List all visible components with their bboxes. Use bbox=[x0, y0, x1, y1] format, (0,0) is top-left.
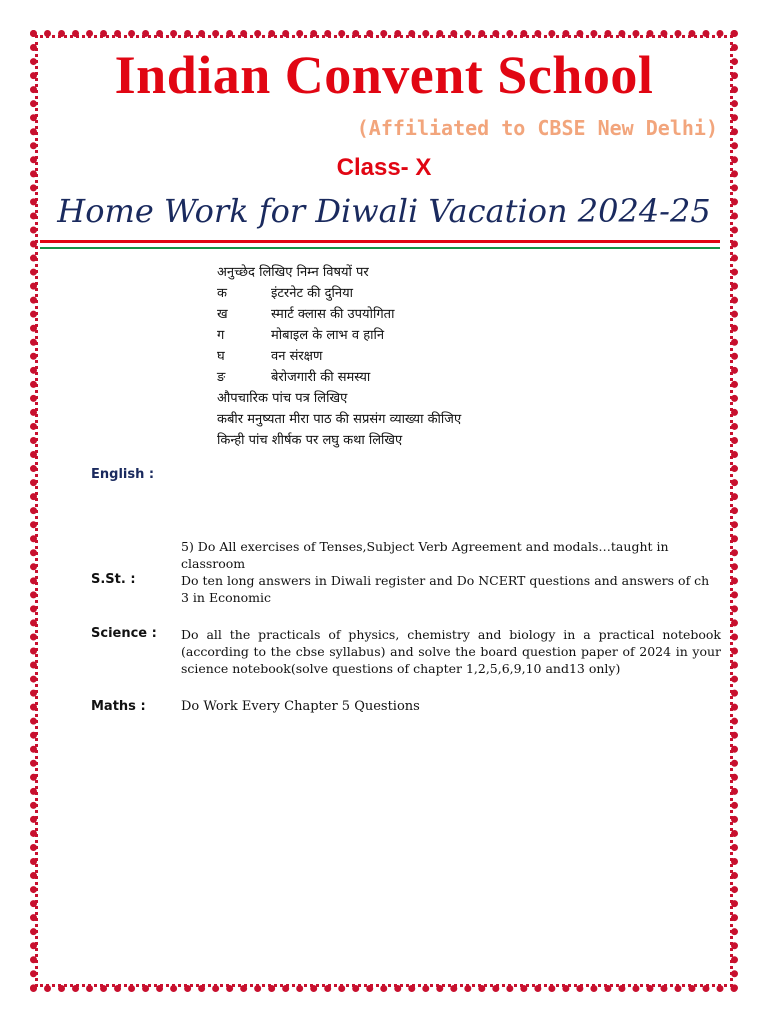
hindi-short-story: किन्ही पांच शीर्षक पर लघु कथा लिखिए bbox=[217, 433, 403, 448]
hindi-item bbox=[217, 367, 461, 388]
hindi-section bbox=[217, 262, 461, 451]
hindi-item-letter: क bbox=[217, 286, 227, 301]
sst-task: Do ten long answers in Diwali register and Do NCERT questions and answers of ch 3 in Economic bbox=[181, 573, 710, 605]
affiliation-text: (Affiliated to CBSE New Delhi) bbox=[356, 116, 718, 140]
hindi-item bbox=[217, 283, 461, 304]
science-task: Do all the practicals of physics, chemistry and biology in a practical notebook (according to the cbse syllabus) and solve the board question paper of 2024 in your science notebook(solve questions of chapter 1,2,5,6,9,10 and13 only) bbox=[181, 627, 721, 676]
hindi-intro: अनुच्छेद लिखिए निम्न विषयों पर bbox=[217, 265, 369, 280]
divider-green bbox=[40, 247, 720, 249]
hindi-item bbox=[217, 346, 461, 367]
english-task: 5) Do All exercises of Tenses,Subject Verb Agreement and modals…taught in classroom bbox=[181, 539, 669, 571]
hindi-item-text: बेरोजगारी की समस्या bbox=[271, 370, 371, 385]
hindi-poem-explanation: कबीर मनुष्यता मीरा पाठ की सप्रसंग व्याख्या कीजिए bbox=[217, 412, 462, 427]
english-label: English : bbox=[91, 467, 155, 482]
hindi-item-text: वन संरक्षण bbox=[271, 349, 323, 364]
hindi-item-text: स्मार्ट क्लास की उपयोगिता bbox=[271, 307, 395, 322]
maths-label: Maths : bbox=[91, 699, 146, 714]
hindi-letter-writing: औपचारिक पांच पत्र लिखिए bbox=[217, 391, 348, 406]
hindi-item-text: मोबाइल के लाभ व हानि bbox=[271, 328, 385, 343]
class-label: Class- X bbox=[336, 154, 432, 181]
hindi-item-letter: ङ bbox=[217, 370, 226, 385]
maths-task: Do Work Every Chapter 5 Questions bbox=[181, 699, 420, 714]
hindi-item-letter: ग bbox=[217, 328, 225, 343]
hindi-item-text: इंटरनेट की दुनिया bbox=[271, 286, 354, 301]
hindi-item bbox=[217, 304, 461, 325]
hindi-item-letter: घ bbox=[217, 349, 225, 364]
school-name: Indian Convent School bbox=[114, 45, 654, 105]
homework-title: Home Work for Diwali Vacation 2024-25 bbox=[57, 192, 711, 230]
hindi-item-letter: ख bbox=[217, 307, 228, 322]
science-label: Science : bbox=[91, 626, 157, 641]
sst-label: S.St. : bbox=[91, 572, 136, 587]
divider-red bbox=[40, 240, 720, 243]
hindi-item bbox=[217, 325, 461, 346]
